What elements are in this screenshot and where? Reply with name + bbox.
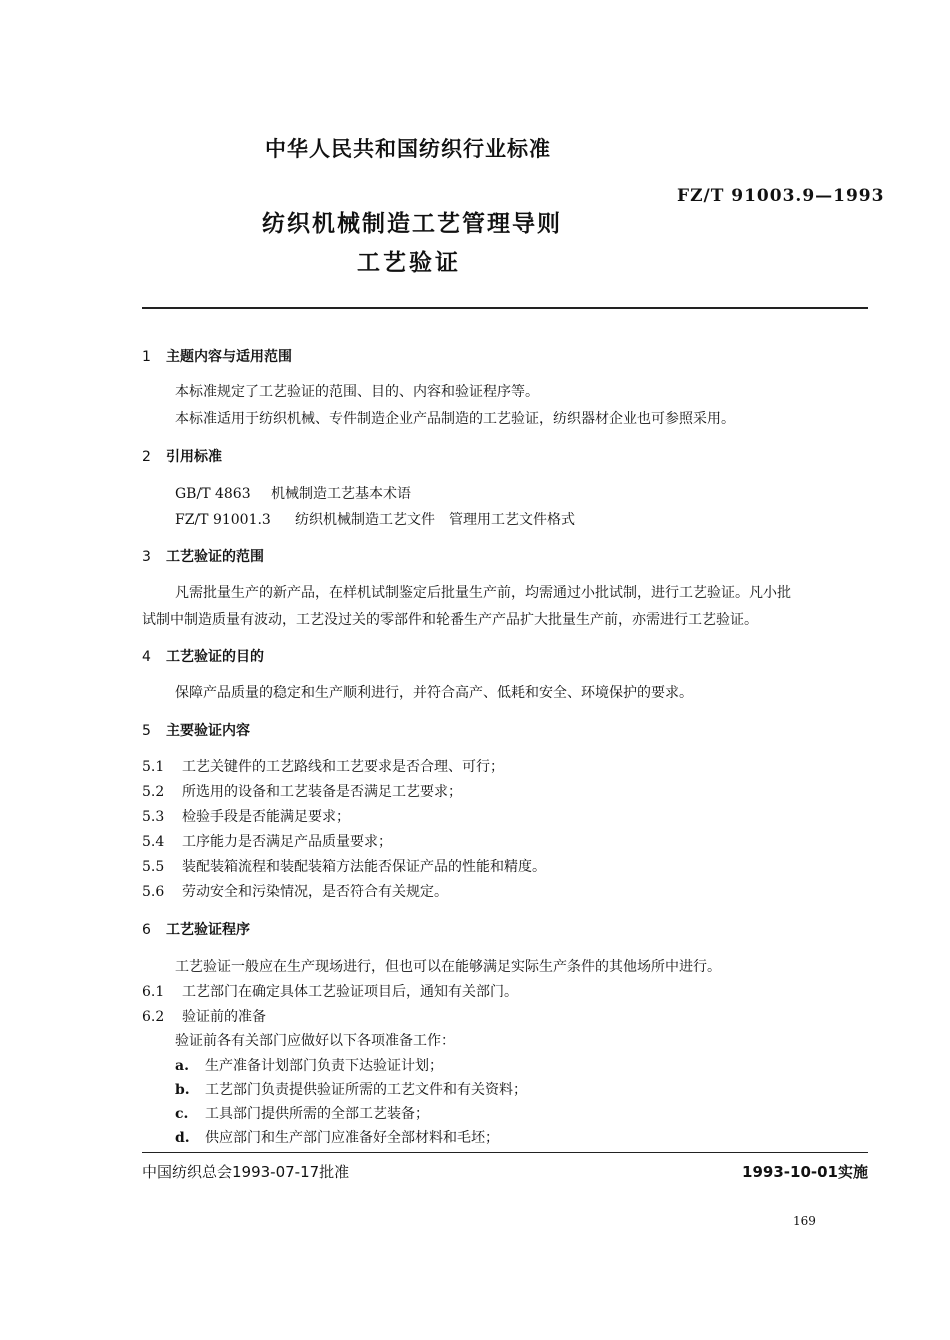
section-number: 2 [142,449,151,465]
item-number: 5.1 [142,759,165,775]
page-number: 169 [793,1214,816,1228]
document-title: 纺织机械制造工艺管理导则 [262,211,562,237]
section-6-heading [142,919,250,939]
reference-code: FZ/T 91001.3 [175,512,271,528]
sub-item [175,1055,443,1075]
reference-item [175,509,575,529]
implementation-date: 1993-10-01实施 [742,1163,868,1181]
sub-item-text: 工具部门提供所需的全部工艺装备； [205,1106,429,1122]
document-subtitle: 工艺验证 [357,250,461,276]
item-text: 工艺关键件的工艺路线和工艺要求是否合理、可行； [182,759,504,775]
item-number: 6.1 [142,984,165,1000]
footer-divider [142,1152,868,1153]
reference-name: 机械制造工艺基本术语 [271,486,411,502]
sub-item-letter: a. [175,1058,189,1074]
section-title: 引用标准 [166,449,222,465]
section-title: 工艺验证程序 [166,922,250,938]
reference-name: 纺织机械制造工艺文件 管理用工艺文件格式 [295,512,575,528]
sub-item-letter: c. [175,1106,189,1122]
section-3-paragraph-line-2: 试制中制造质量有波动，工艺没过关的零部件和轮番生产产品扩大批量生产前，亦需进行工艺验证。 [142,612,758,628]
list-item [142,806,350,826]
approval-date: 中国纺织总会1993-07-17批准 [142,1163,350,1181]
sub-item-text: 生产准备计划部门负责下达验证计划； [205,1058,443,1074]
section-1-paragraph-2: 本标准适用于纺织机械、专件制造企业产品制造的工艺验证，纺织器材企业也可参照采用。 [175,411,735,427]
reference-item [175,483,411,503]
item-text: 所选用的设备和工艺装备是否满足工艺要求； [182,784,462,800]
section-2-heading [142,446,222,466]
section-number: 6 [142,922,151,938]
item-number: 5.6 [142,884,165,900]
section-number: 1 [142,349,151,365]
header-divider [142,307,868,309]
list-item [142,831,392,851]
item-text: 工序能力是否满足产品质量要求； [182,834,392,850]
sub-item-letter: b. [175,1082,190,1098]
section-5-heading [142,720,250,740]
section-title: 工艺验证的目的 [166,649,264,665]
list-item [142,781,462,801]
item-text: 工艺部门在确定具体工艺验证项目后，通知有关部门。 [182,984,518,1000]
list-item [142,1006,266,1026]
item-text: 劳动安全和污染情况，是否符合有关规定。 [182,884,448,900]
section-title: 工艺验证的范围 [166,549,264,565]
section-4-heading [142,646,264,666]
item-text: 检验手段是否能满足要求； [182,809,350,825]
section-number: 3 [142,549,151,565]
item-text: 验证前的准备 [182,1009,266,1025]
item-number: 5.3 [142,809,165,825]
sub-item [175,1103,429,1123]
list-item [142,981,518,1001]
item-text: 装配装箱流程和装配装箱方法能否保证产品的性能和精度。 [182,859,546,875]
section-number: 5 [142,723,151,739]
issuing-organization: 中华人民共和国纺织行业标准 [265,137,551,161]
list-item [142,856,546,876]
section-6-paragraph: 工艺验证一般应在生产现场进行，但也可以在能够满足实际生产条件的其他场所中进行。 [175,959,721,975]
list-item [142,756,504,776]
section-title: 主要验证内容 [166,723,250,739]
standard-code: FZ/T 91003.9—1993 [677,186,885,206]
item-number: 5.4 [142,834,165,850]
sub-item-text: 工艺部门负责提供验证所需的工艺文件和有关资料； [205,1082,527,1098]
item-number: 5.5 [142,859,165,875]
item-number: 5.2 [142,784,165,800]
section-4-paragraph: 保障产品质量的稳定和生产顺利进行，并符合高产、低耗和安全、环境保护的要求。 [175,685,693,701]
section-3-heading [142,546,264,566]
sub-item [175,1127,499,1147]
item-number: 6.2 [142,1009,165,1025]
sub-item [175,1079,527,1099]
list-item [142,881,448,901]
section-number: 4 [142,649,151,665]
section-title: 主题内容与适用范围 [166,349,292,365]
section-1-heading [142,346,292,366]
sub-item-letter: d. [175,1130,190,1146]
reference-code: GB/T 4863 [175,486,251,502]
section-3-paragraph-line-1: 凡需批量生产的新产品，在样机试制鉴定后批量生产前，均需通过小批试制，进行工艺验证。凡小批 [175,585,791,601]
section-1-paragraph-1: 本标准规定了工艺验证的范围、目的、内容和验证程序等。 [175,384,539,400]
sub-item-text: 供应部门和生产部门应准备好全部材料和毛坯； [205,1130,499,1146]
preparation-intro: 验证前各有关部门应做好以下各项准备工作： [175,1033,455,1049]
